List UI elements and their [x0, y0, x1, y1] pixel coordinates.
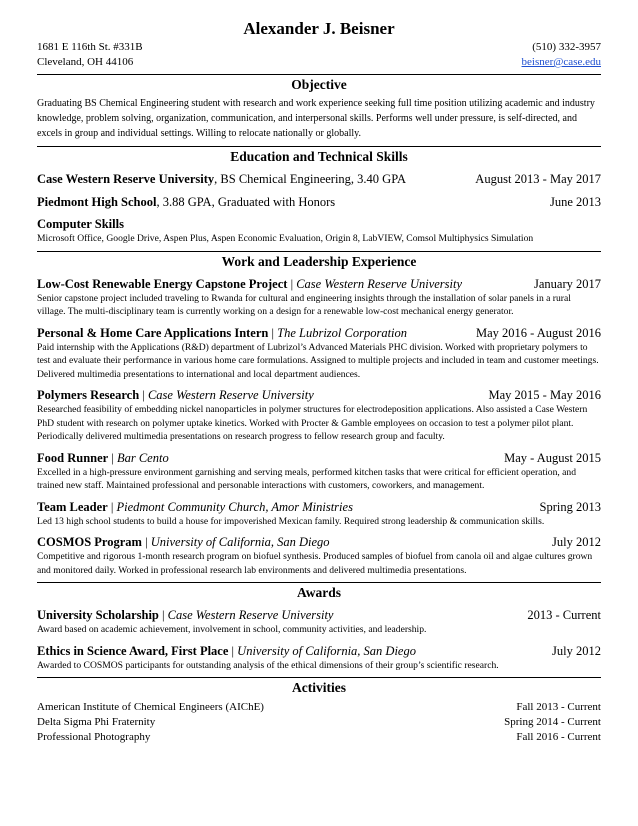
entry-date: Spring 2013	[539, 499, 601, 514]
experience-entry	[37, 450, 601, 466]
work-list	[37, 276, 601, 578]
entry-description: Senior capstone project included traveling to Rwanda for cultural and engineering insights through the installation of solar panels in a rural village. The multi-disciplinary team is currently working on a design for a renewable low-cost mechanical energy generator.	[37, 292, 571, 317]
experience-entry	[37, 534, 601, 550]
contact-row-1	[37, 40, 601, 55]
entry-title	[37, 276, 462, 292]
entry-title	[37, 499, 353, 515]
activity-date: Spring 2014 - Current	[504, 716, 601, 728]
entry-date: July 2012	[552, 535, 601, 549]
divider	[37, 146, 601, 147]
email-link[interactable]: beisner@case.edu	[521, 56, 601, 68]
entry-description: Award based on academic achievement, involvement in school, community activities, and leadership.	[37, 624, 427, 635]
address-line-2: Cleveland, OH 44106	[37, 56, 134, 68]
entry-separator: |	[228, 643, 238, 658]
address-line-1: 1681 E 116th St. #331B	[37, 41, 143, 53]
experience-entry	[37, 325, 601, 341]
entry-organization: Case Western Reserve University	[296, 276, 463, 291]
entry-description: Paid internship with the Applications (R&D) department of Lubrizol’s Advanced Materials PHC division. Worked with proprietary polymers to test and evaluate their performance in various home care formulations. Assigned to multiple projects and included in team and customer meetings. Delivered multimedia presentations to international and local department audiences.	[37, 341, 599, 380]
activities-list	[37, 700, 601, 745]
entry-separator: |	[287, 276, 297, 291]
education-item	[37, 194, 601, 210]
activity-date: Fall 2013 - Current	[516, 701, 601, 713]
entry-organization: Piedmont Community Church, Amor Ministries	[116, 499, 353, 514]
entry-organization: Case Western Reserve University	[167, 608, 334, 622]
entry-date: May 2016 - August 2016	[476, 325, 601, 340]
entry-separator: |	[139, 388, 148, 402]
entry-organization: University of California, San Diego	[150, 535, 330, 549]
phone-number: (510) 332-3957	[532, 41, 601, 53]
entry-date: July 2012	[552, 643, 601, 658]
awards-heading: Awards	[296, 585, 341, 600]
objective-heading: Objective	[291, 77, 347, 92]
divider	[37, 74, 601, 75]
entry-role: University Scholarship	[37, 608, 159, 622]
entry-separator: |	[141, 535, 151, 549]
activity-item	[37, 715, 601, 730]
entry-separator: |	[158, 608, 168, 622]
education-detail: , 3.88 GPA, Graduated with Honors	[156, 195, 336, 209]
education-heading: Education and Technical Skills	[230, 149, 408, 164]
school-name: Piedmont High School	[37, 195, 157, 209]
activity-name: Professional Photography	[37, 731, 151, 743]
entry-role: Ethics in Science Award, First Place	[37, 643, 229, 658]
resume-page	[37, 18, 601, 745]
divider	[37, 677, 601, 678]
objective-text: Graduating BS Chemical Engineering student with research and work experience seeking full time position utilizing academic and industry knowledge, problem solving, organization, communication, and interpersonal skills. Performs well under pressure, is self-directed, and excels in group and individual settings. Willing to relocate nationally or globally.	[37, 98, 595, 139]
education-item	[37, 171, 601, 187]
entry-description: Led 13 high school students to build a house for impoverished Mexican family. Required strong leadership & communication skills.	[37, 515, 545, 527]
activity-name: Delta Sigma Phi Fraternity	[37, 716, 156, 728]
entry-date: January 2017	[534, 276, 601, 291]
candidate-name: Alexander J. Beisner	[243, 19, 395, 38]
education-text	[37, 194, 335, 210]
entry-role: Low-Cost Renewable Energy Capstone Project	[37, 276, 288, 291]
entry-date: 2013 - Current	[527, 608, 601, 622]
entry-title	[37, 607, 333, 623]
awards-list	[37, 607, 601, 672]
contact-row-2	[37, 55, 601, 70]
entry-organization: University of California, San Diego	[237, 643, 416, 658]
entry-role: Personal & Home Care Applications Intern	[37, 325, 269, 340]
entry-role: Food Runner	[37, 450, 109, 465]
entry-description: Excelled in a high-pressure environment garnishing and serving meals, performed kitchen tasks that were critical for efficient operation, and trained new staff. Maintained professional and personable interactions with customers, coworkers, and management.	[37, 466, 577, 491]
entry-description: Competitive and rigorous 1-month research program on biofuel synthesis. Produced samples of biofuel from canola oil and algae cultures grown and monitored daily. Worked in professional research lab environments and delivered multimedia presentations.	[37, 551, 593, 576]
entry-role: Team Leader	[37, 499, 108, 514]
activity-item	[37, 700, 601, 715]
entry-date: May 2015 - May 2016	[488, 388, 601, 402]
divider	[37, 582, 601, 583]
work-heading: Work and Leadership Experience	[221, 253, 417, 269]
education-date: June 2013	[549, 195, 601, 209]
experience-entry	[37, 607, 601, 623]
entry-title	[37, 325, 407, 341]
entry-title	[37, 450, 169, 466]
education-text	[37, 171, 406, 187]
education-detail: , BS Chemical Engineering, 3.40 GPA	[214, 172, 407, 186]
activity-date: Fall 2016 - Current	[516, 731, 601, 743]
entry-organization: Bar Cento	[116, 450, 169, 465]
experience-entry	[37, 276, 601, 292]
entry-description: Researched feasibility of embedding nickel nanoparticles in polymer structures for electrodeposition applications. Also assisted a Case Western PhD student with research on polymer uptake kinetics. Worked with Procter & Gamble employees on occasion to test a polymer pilot plant. Periodically delivered multimedia presentations on research progress to fellow research group and faculty.	[37, 404, 588, 442]
entry-separator: |	[108, 450, 117, 465]
entry-role: COSMOS Program	[37, 535, 142, 549]
entry-title	[37, 534, 330, 550]
computer-skills-text: Microsoft Office, Google Drive, Aspen Plus, Aspen Economic Evaluation, Origin 8, LabVIEW, Comsol Multiphysics Simulation	[37, 233, 534, 244]
entry-title	[37, 643, 416, 659]
experience-entry	[37, 387, 601, 403]
entry-separator: |	[268, 325, 278, 340]
entry-date: May - August 2015	[504, 450, 601, 465]
activities-heading: Activities	[292, 680, 346, 695]
experience-entry	[37, 499, 601, 515]
entry-role: Polymers Research	[37, 388, 140, 402]
entry-separator: |	[107, 499, 117, 514]
education-date: August 2013 - May 2017	[475, 172, 601, 186]
entry-description: Awarded to COSMOS participants for outstanding analysis of the ethical dimensions of their group’s scientific research.	[37, 659, 499, 671]
activity-item	[37, 730, 601, 745]
school-name: Case Western Reserve University	[37, 172, 215, 186]
divider	[37, 251, 601, 252]
entry-organization: The Lubrizol Corporation	[277, 325, 408, 340]
activity-name: American Institute of Chemical Engineers (AIChE)	[37, 701, 264, 713]
entry-organization: Case Western Reserve University	[147, 388, 314, 402]
entry-title	[37, 387, 314, 403]
experience-entry	[37, 643, 601, 659]
computer-skills-title: Computer Skills	[37, 217, 124, 231]
